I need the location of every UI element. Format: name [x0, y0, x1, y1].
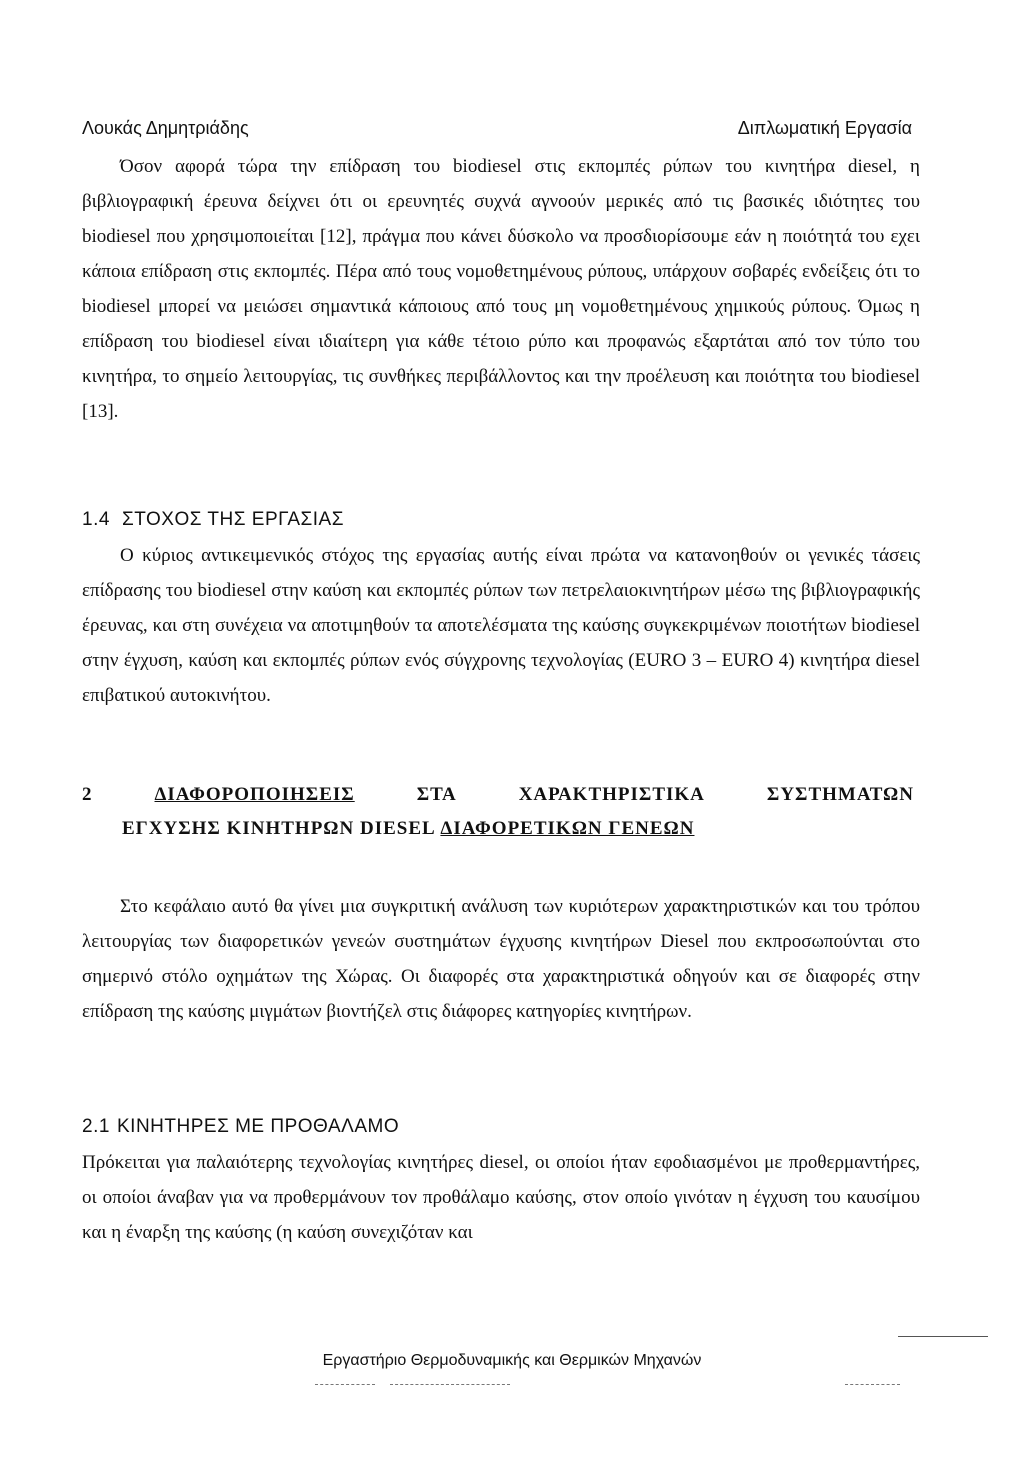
chapter-title-line2: ΕΓΧΥΣΗΣ ΚΙΝΗΤΗΡΩΝ DIESEL	[122, 818, 441, 839]
page-footer	[0, 1352, 1024, 1370]
page-header	[82, 118, 912, 146]
section-heading-1-4	[82, 509, 344, 531]
footer-lab-name: Εργαστήριο Θερμοδυναμικής και Θερμικών Μηχανών	[322, 1352, 702, 1369]
paragraph-chapter-intro: Στο κεφάλαιο αυτό θα γίνει μια συγκριτική ανάλυση των κυριότερων χαρακτηριστικών και του τρόπου λειτουργίας των διαφορετικών γενεών συστημάτων έγχυσης κινητήρων Diesel που εκπροσωπούνται στο σημερινό στόλο οχημάτων της Χώρας. Οι διαφορές στα χαρακτηριστικά οδηγούν και σε διαφορές στην επίδραση της καύσης μιγμάτων βιοντήζελ στις διάφορες κατηγορίες κινητήρων.	[82, 896, 920, 1022]
section-number: 1.4	[82, 509, 110, 530]
chapter-heading-2	[82, 778, 914, 846]
chapter-title-line2-underlined: ΔΙΑΦΟΡΕΤΙΚΩΝ ΓΕΝΕΩΝ	[440, 818, 695, 839]
footer-divider	[390, 1384, 510, 1386]
chapter-title-word: ΔΙΑΦΟΡΟΠΟΙΗΣΕΙΣ	[154, 784, 355, 805]
paragraph-objective: Ο κύριος αντικειμενικός στόχος της εργασίας αυτής είναι πρώτα να κατανοηθούν οι γενικές τάσεις επίδρασης του biodiesel στην καύση και εκπομπές ρύπων των πετρελαιοκινητήρων μέσω της βιβλιογραφικής έρευνας, και στη συνέχεια να αποτιμηθούν τα αποτελέσματα της καύσης συγκεκριμένων ποιοτήτων biodiesel στην έγχυση, καύση και εκπομπές ρύπων ενός σύγχρονης τεχνολογίας (EURO 3 – EURO 4) κινητήρα diesel επιβατικού αυτοκινήτου.	[82, 545, 920, 706]
footer-divider	[845, 1384, 900, 1386]
paragraph-prechamber: Πρόκειται για παλαιότερης τεχνολογίας κινητήρες diesel, οι οποίοι ήταν εφοδιασμένοι με προθερμαντήρες, οι οποίοι άναβαν για να προθερμάνουν τον προθάλαμο καύσης, στον οποίο γινόταν η έγχυση του καυσίμου και η έναρξη της καύσης (η καύση συνεχιζόταν και	[82, 1152, 920, 1243]
footer-divider	[315, 1384, 375, 1386]
chapter-title-word: ΧΑΡΑΚΤΗΡΙΣΤΙΚΑ	[518, 784, 705, 805]
header-doc-type: Διπλωματική Εργασία	[737, 118, 912, 138]
footer-rule	[898, 1336, 988, 1337]
chapter-title-word: ΣΤΑ	[416, 784, 457, 805]
section-title: ΣΤΟΧΟΣ ΤΗΣ ΕΡΓΑΣΙΑΣ	[122, 509, 344, 530]
section-heading-2-1	[82, 1116, 399, 1138]
section-title: ΚΙΝΗΤΗΡΕΣ ΜΕ ΠΡΟΘΑΛΑΜΟ	[117, 1116, 400, 1137]
header-author: Λουκάς Δημητριάδης	[82, 118, 249, 138]
paragraph-biodiesel-emissions: Όσον αφορά τώρα την επίδραση του biodiesel στις εκπομπές ρύπων του κινητήρα diesel, η βιβλιογραφική έρευνα δείχνει ότι οι ερευνητές συχνά αγνοούν μερικές από τις βασικές ιδιότητες του biodiesel που χρησιμοποιείται [12], πράγμα που κάνει δύσκολο να προσδιορίσουμε εάν η ποιότητά του εχει κάποια επίδραση στις εκπομπές. Πέρα από τους νομοθετημένους ρύπους, υπάρχουν σοβαρές ενδείξεις ότι το biodiesel μπορεί να μειώσει σημαντικά κάποιους από τους μη νομοθετημένους χημικούς ρύπους. Όμως η επίδραση του biodiesel είναι ιδιαίτερη για κάθε τέτοιο ρύπο και προφανώς εξαρτάται από τον τύπο του κινητήρα, το σημείο λειτουργίας, τις συνθήκες περιβάλλοντος και την προέλευση και ποιότητα του biodiesel [13].	[82, 156, 920, 422]
chapter-number: 2	[82, 784, 93, 805]
chapter-title-word: ΣΥΣΤΗΜΑΤΩΝ	[766, 784, 914, 805]
section-number: 2.1	[82, 1116, 110, 1137]
